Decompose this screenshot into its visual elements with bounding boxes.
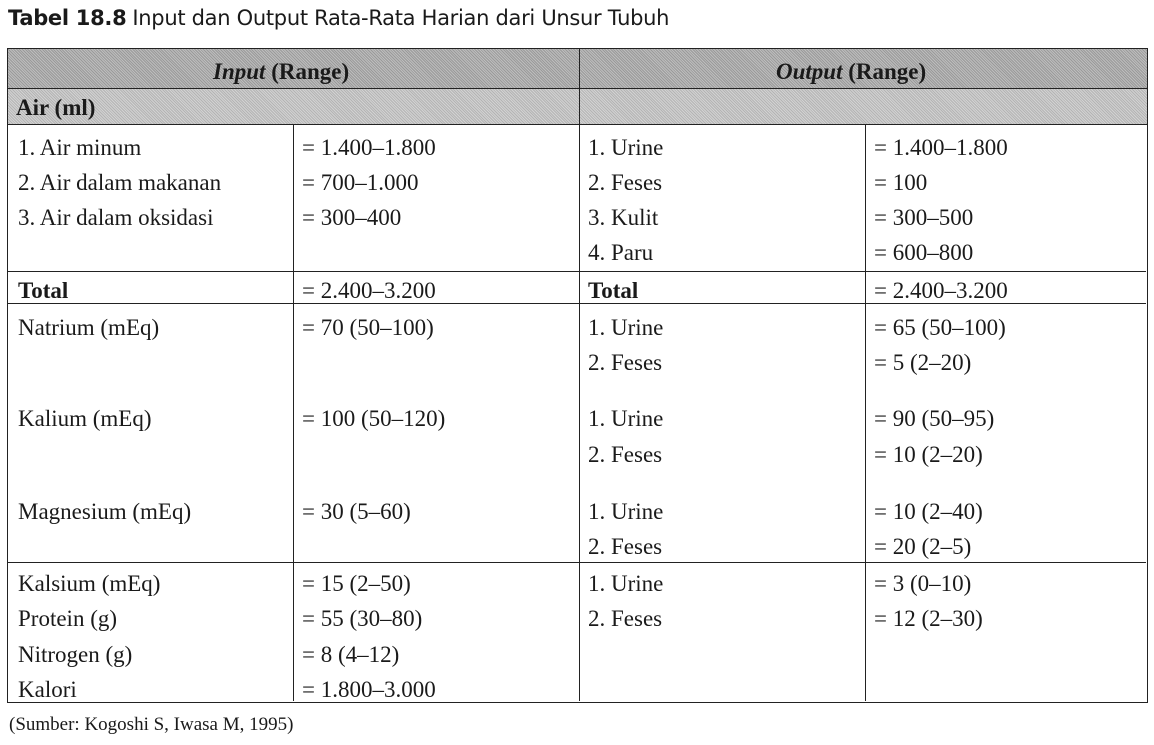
electrolyte-value: = 30 (5–60) <box>302 499 411 524</box>
air-output-value: = 600–800 <box>874 240 974 265</box>
electrolyte-label: Magnesium (mEq) <box>18 499 192 524</box>
total-input-label: Total <box>18 278 69 303</box>
air-output-label: 3. Kulit <box>588 205 659 230</box>
other-input-label: Kalsium (mEq) <box>18 571 161 596</box>
air-input-label: 1. Air minum <box>18 135 142 160</box>
section-label: Air (ml) <box>16 95 96 120</box>
total-input-value: = 2.400–3.200 <box>302 278 436 303</box>
electrolyte-label: Natrium (mEq) <box>18 315 160 340</box>
electrolyte-label: Kalium (mEq) <box>18 406 152 431</box>
group-rule <box>8 562 1146 563</box>
source-note: (Sumber: Kogoshi S, Iwasa M, 1995) <box>9 714 294 735</box>
electrolyte-output-value: = 10 (2–40) <box>874 499 983 524</box>
air-output-label: 2. Feses <box>588 170 663 195</box>
air-input-label: 3. Air dalam oksidasi <box>18 205 214 230</box>
electrolyte-output-value: = 90 (50–95) <box>874 406 995 431</box>
air-output-label: 4. Paru <box>588 240 654 265</box>
air-output-value: = 1.400–1.800 <box>874 135 1008 160</box>
air-input-value: = 300–400 <box>302 205 402 230</box>
other-output-value: = 3 (0–10) <box>874 571 972 596</box>
electrolyte-output-value: = 20 (2–5) <box>874 534 972 559</box>
total-output-value: = 2.400–3.200 <box>874 278 1008 303</box>
total-top-rule <box>8 271 1146 272</box>
table-number: Tabel 18.8 <box>8 6 127 30</box>
air-input-value: = 700–1.000 <box>302 170 419 195</box>
air-output-value: = 100 <box>874 170 928 195</box>
total-output-label: Total <box>588 278 639 303</box>
output-col-divider <box>865 125 866 701</box>
other-input-value: = 15 (2–50) <box>302 571 411 596</box>
other-output-label: 2. Feses <box>588 606 663 631</box>
air-output-label: 1. Urine <box>588 135 664 160</box>
data-table <box>7 48 1148 703</box>
table-caption <box>8 6 669 30</box>
total-bottom-rule <box>8 303 1146 304</box>
air-input-value: = 1.400–1.800 <box>302 135 436 160</box>
input-col-divider <box>293 125 294 701</box>
air-input-label: 2. Air dalam makanan <box>18 170 222 195</box>
electrolyte-output-label: 2. Feses <box>588 442 663 467</box>
other-input-value: = 55 (30–80) <box>302 606 423 631</box>
other-input-value: = 1.800–3.000 <box>302 677 436 702</box>
other-input-label: Nitrogen (g) <box>18 642 133 667</box>
electrolyte-output-label: 2. Feses <box>588 534 663 559</box>
other-output-label: 1. Urine <box>588 571 664 596</box>
other-input-label: Protein (g) <box>18 606 118 631</box>
electrolyte-value: = 70 (50–100) <box>302 315 434 340</box>
header-input: Input (Range) <box>213 59 350 84</box>
table-title: Input dan Output Rata-Rata Harian dari Unsur Tubuh <box>132 6 670 30</box>
electrolyte-output-label: 1. Urine <box>588 315 664 340</box>
table-header <box>8 49 1147 89</box>
electrolyte-output-label: 1. Urine <box>588 406 664 431</box>
electrolyte-output-label: 1. Urine <box>588 499 664 524</box>
electrolyte-output-value: = 10 (2–20) <box>874 442 983 467</box>
other-input-label: Kalori <box>18 677 77 702</box>
center-divider <box>579 49 580 701</box>
header-output: Output (Range) <box>776 59 927 84</box>
other-output-value: = 12 (2–30) <box>874 606 983 631</box>
electrolyte-output-value: = 5 (2–20) <box>874 350 972 375</box>
other-input-value: = 8 (4–12) <box>302 642 400 667</box>
electrolyte-value: = 100 (50–120) <box>302 406 446 431</box>
section-band <box>8 89 1147 125</box>
air-output-value: = 300–500 <box>874 205 974 230</box>
electrolyte-output-value: = 65 (50–100) <box>874 315 1006 340</box>
electrolyte-output-label: 2. Feses <box>588 350 663 375</box>
